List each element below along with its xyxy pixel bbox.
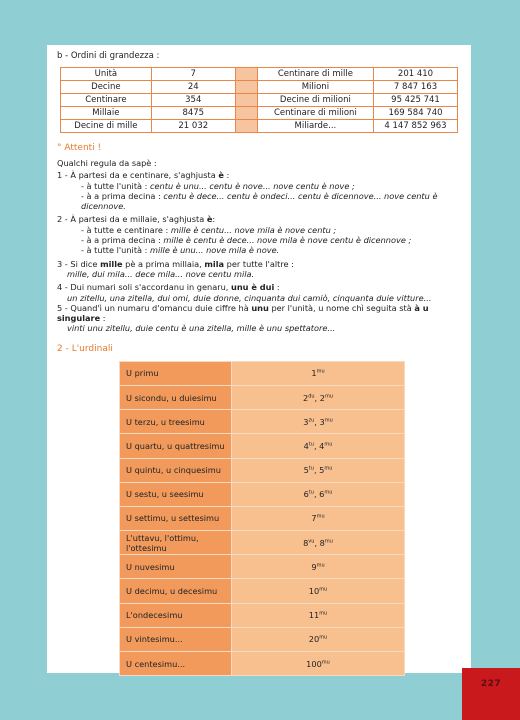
ordinal-row: [120, 458, 405, 482]
rule-5: 5 - Quand'ì un numaru d'omancu duie ciffre hà unu per l'unità, u nome chì seguita stà à u singulare : vinti unu zitellu, duie centu è una zitella, mille è unu spettatore...: [57, 302, 429, 334]
ordinal-abbreviation: $10^{mu}$: [232, 579, 405, 603]
magnitude-left-label: Centinare: [61, 94, 152, 107]
magnitude-table: [60, 67, 458, 133]
ordinal-name: U vintesimu...: [120, 627, 232, 651]
ordinal-abbreviation: $8^{vu}$, $8^{mu}$: [232, 531, 405, 555]
ordinal-row: [120, 410, 405, 434]
rule-1: 1 - À partesi da e centinare, s'aghjusta è : - à tutte l'unità : centu è unu... centu è nove... nove centu è nove ; - à a prima decina : centu è dece... centu è ondeci... centu è dicennove... nove centu è dicennove.: [57, 170, 438, 212]
ordinals-heading: 2 - L'urdinali: [57, 343, 113, 354]
ordinal-row: [120, 555, 405, 579]
ordinal-abbreviation: $6^{tu}$, $6^{mu}$: [232, 482, 405, 506]
ordinal-row: [120, 652, 405, 676]
magnitude-right-label: Milioni: [257, 81, 373, 94]
magnitude-row: [61, 120, 458, 133]
ordinal-abbreviation: $100^{mu}$: [232, 652, 405, 676]
ordinal-name: L'ondecesimu: [120, 603, 232, 627]
ordinal-name: U centesimu...: [120, 652, 232, 676]
magnitude-right-value: 201 410: [374, 68, 458, 81]
magnitude-row: [61, 107, 458, 120]
magnitude-left-value: 24: [151, 81, 235, 94]
rule-2: 2 - À partesi da e millaie, s'aghjusta è: - à tutte e centinare : mille è centu... nove mila è nove centu ; - à a prima decina : mille è centu è dece... nove mila è nove centu è dicennove ; - à tutte l'unità : mille è unu... nove mila è nove.: [57, 214, 412, 256]
ordinal-row: [120, 506, 405, 530]
magnitude-right-value: 95 425 741: [374, 94, 458, 107]
ordinal-name: U quintu, u cinquesimu: [120, 458, 232, 482]
ordinal-abbreviation: $3^{zu}$, $3^{mu}$: [232, 410, 405, 434]
rule-4: 4 - Dui numari soli s'accordanu in genaru, unu è dui : un zitellu, una zitella, dui omi, duie donne, cinquanta dui camiò, cinquanta duie vitture...: [57, 282, 432, 303]
magnitude-left-label: Millaie: [61, 107, 152, 120]
magnitude-right-label: Centinare di mille: [257, 68, 373, 81]
page-number: 227: [462, 668, 520, 720]
magnitude-gap-cell: [235, 94, 257, 107]
ordinal-name: U terzu, u treesimu: [120, 410, 232, 434]
ordinal-row: [120, 385, 405, 409]
rule-3: 3 - Si dice mille pè a prima millaia, mila per tutte l'altre : mille, dui mila... dece mila... nove centu mila.: [57, 258, 294, 279]
magnitude-left-label: Decine: [61, 81, 152, 94]
ordinal-abbreviation: $11^{mu}$: [232, 603, 405, 627]
ordinal-abbreviation: $5^{tu}$, $5^{mu}$: [232, 458, 405, 482]
magnitude-left-value: 7: [151, 68, 235, 81]
magnitude-row: [61, 94, 458, 107]
section-heading: b - Ordini di grandezza :: [57, 51, 160, 61]
ordinal-abbreviation: $4^{tu}$, $4^{mu}$: [232, 434, 405, 458]
ordinal-row: [120, 627, 405, 651]
ordinal-row: [120, 603, 405, 627]
ordinal-abbreviation: $1^{mu}$: [232, 361, 405, 385]
ordinal-row: [120, 482, 405, 506]
ordinal-name: U primu: [120, 361, 232, 385]
magnitude-left-value: 8475: [151, 107, 235, 120]
magnitude-gap-cell: [235, 120, 257, 133]
ordinal-abbreviation: $20^{mu}$: [232, 627, 405, 651]
ordinal-name: U quartu, u quattresimu: [120, 434, 232, 458]
magnitude-right-label: Miliarde...: [257, 120, 373, 133]
ordinals-table: [119, 361, 405, 676]
document-page: [47, 45, 471, 673]
magnitude-left-value: 21 032: [151, 120, 235, 133]
rules-intro: Qualchi regula da sapè :: [57, 158, 157, 168]
magnitude-gap-cell: [235, 107, 257, 120]
magnitude-left-value: 354: [151, 94, 235, 107]
ordinal-row: [120, 361, 405, 385]
ordinal-name: L'uttavu, l'ottimu, l'ottesimu: [120, 531, 232, 555]
ordinal-abbreviation: $7^{mu}$: [232, 506, 405, 530]
magnitude-right-value: 7 847 163: [374, 81, 458, 94]
ordinal-name: U sestu, u seesimu: [120, 482, 232, 506]
magnitude-left-label: Unità: [61, 68, 152, 81]
ordinal-row: [120, 434, 405, 458]
ordinal-name: U decimu, u decesimu: [120, 579, 232, 603]
attention-heading: ° Attenti !: [57, 143, 102, 153]
magnitude-gap-cell: [235, 81, 257, 94]
magnitude-right-label: Decine di milioni: [257, 94, 373, 107]
rules-text: [57, 158, 459, 334]
magnitude-right-value: 4 147 852 963: [374, 120, 458, 133]
ordinal-abbreviation: $2^{du}$, $2^{mu}$: [232, 385, 405, 409]
magnitude-gap-cell: [235, 68, 257, 81]
ordinal-name: U nuvesimu: [120, 555, 232, 579]
ordinal-row: [120, 531, 405, 555]
magnitude-right-value: 169 584 740: [374, 107, 458, 120]
magnitude-row: [61, 68, 458, 81]
ordinal-abbreviation: $9^{mu}$: [232, 555, 405, 579]
magnitude-row: [61, 81, 458, 94]
magnitude-right-label: Centinare di milioni: [257, 107, 373, 120]
ordinal-row: [120, 579, 405, 603]
magnitude-left-label: Decine di mille: [61, 120, 152, 133]
ordinal-name: U sicondu, u duiesimu: [120, 385, 232, 409]
ordinal-name: U settimu, u settesimu: [120, 506, 232, 530]
